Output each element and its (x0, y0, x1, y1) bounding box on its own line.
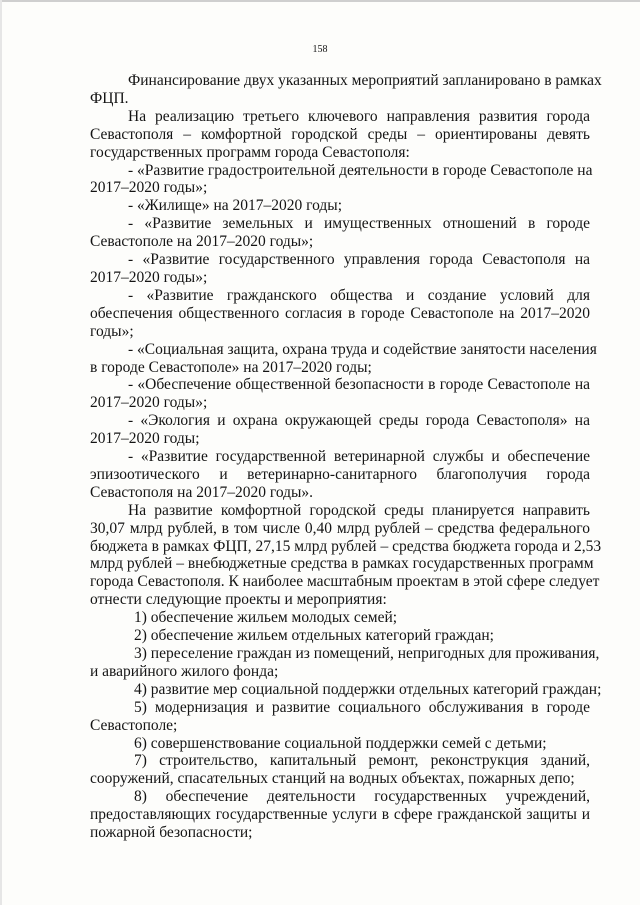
text-line: - «Развитие государственного управления города Севастополя на (128, 251, 590, 269)
text-line: 2017–2020 годы; (90, 430, 200, 448)
text-line: - «Социальная защита, охрана труда и содействие занятости населения (128, 340, 597, 358)
text-line: бюджета в рамках ФЦП, 27,15 млрд рублей – средства бюджета города и 2,53 (90, 537, 602, 555)
text-line: 1) обеспечение жильем молодых семей; (134, 609, 398, 627)
text-line: Севастополе на 2017–2020 годы»; (90, 233, 314, 251)
text-line: ФЦП. (90, 89, 129, 107)
text-line: 30,07 млрд рублей, в том числе 0,40 млрд рублей – средства федерального (90, 519, 590, 537)
text-line: - «Развитие гражданского общества и создание условий для (128, 286, 590, 304)
text-line: эпизоотического и ветеринарно-санитарного благополучия города (90, 465, 590, 483)
text-line: - «Развитие градостроительной деятельности в городе Севастополе на (128, 161, 593, 179)
text-line: сооружений, спасательных станций на водных объектах, пожарных депо; (90, 770, 575, 788)
text-line: млрд рублей – внебюджетные средства в рамках государственных программ (90, 555, 594, 573)
text-line: отнести следующие проекты и мероприятия: (90, 591, 387, 609)
scan-top-edge (0, 0, 640, 2)
text-line: - «Экология и охрана окружающей среды города Севастополя» на (128, 412, 590, 430)
text-line: 2) обеспечение жильем отдельных категорий граждан; (134, 627, 494, 645)
text-line: - «Развитие государственной ветеринарной службы и обеспечение (128, 448, 590, 466)
text-line: Финансирование двух указанных мероприятий запланировано в рамках (128, 72, 602, 89)
page-number: 158 (312, 44, 328, 55)
text-line: 3) переселение граждан из помещений, непригодных для проживания, (134, 645, 600, 662)
text-line: города Севастополя. К наиболее масштабным проектам в этой сфере следует (90, 573, 600, 591)
text-line: и аварийного жилого фонда; (90, 662, 279, 680)
text-line: 5) модернизация и развитие социального обслуживания в городе (134, 698, 590, 716)
text-line: 2017–2020 годы»; (90, 268, 208, 286)
text-line: 6) совершенствование социальной поддержки семей с детьми; (134, 734, 547, 752)
text-line: в городе Севастополе» на 2017–2020 годы; (90, 358, 372, 376)
text-line: Севастополя на 2017–2020 годы». (90, 483, 314, 501)
text-line: обеспечения общественного согласия в городе Севастополе на 2017–2020 (90, 304, 590, 322)
text-line: государственных программ города Севастополя: (90, 143, 410, 161)
text-line: Севастополе; (90, 716, 178, 734)
text-line: На развитие комфортной городской среды планируется направить (128, 501, 590, 519)
text-line: пожарной безопасности; (90, 824, 253, 842)
page-body (90, 72, 602, 842)
scan-left-edge (0, 0, 2, 905)
text-line: предоставляющих государственные услуги в сфере гражданской защиты и (90, 806, 590, 824)
text-line: 2017–2020 годы»; (90, 394, 208, 412)
text-line: - «Жилище» на 2017–2020 годы; (128, 197, 342, 215)
text-line: - «Обеспечение общественной безопасности в городе Севастополе на (128, 376, 590, 394)
text-line: Севастополя – комфортной городской среды – ориентированы девять (90, 125, 590, 143)
text-line: 2017–2020 годы»; (90, 179, 208, 197)
text-line: 4) развитие мер социальной поддержки отдельных категорий граждан; (134, 680, 602, 698)
text-line: 8) обеспечение деятельности государственных учреждений, (134, 788, 590, 806)
text-line: - «Развитие земельных и имущественных отношений в городе (128, 215, 590, 233)
text-line: годы»; (90, 322, 134, 340)
text-line: На реализацию третьего ключевого направления развития города (128, 107, 590, 125)
text-line: 7) строительство, капитальный ремонт, реконструкция зданий, (134, 752, 590, 770)
